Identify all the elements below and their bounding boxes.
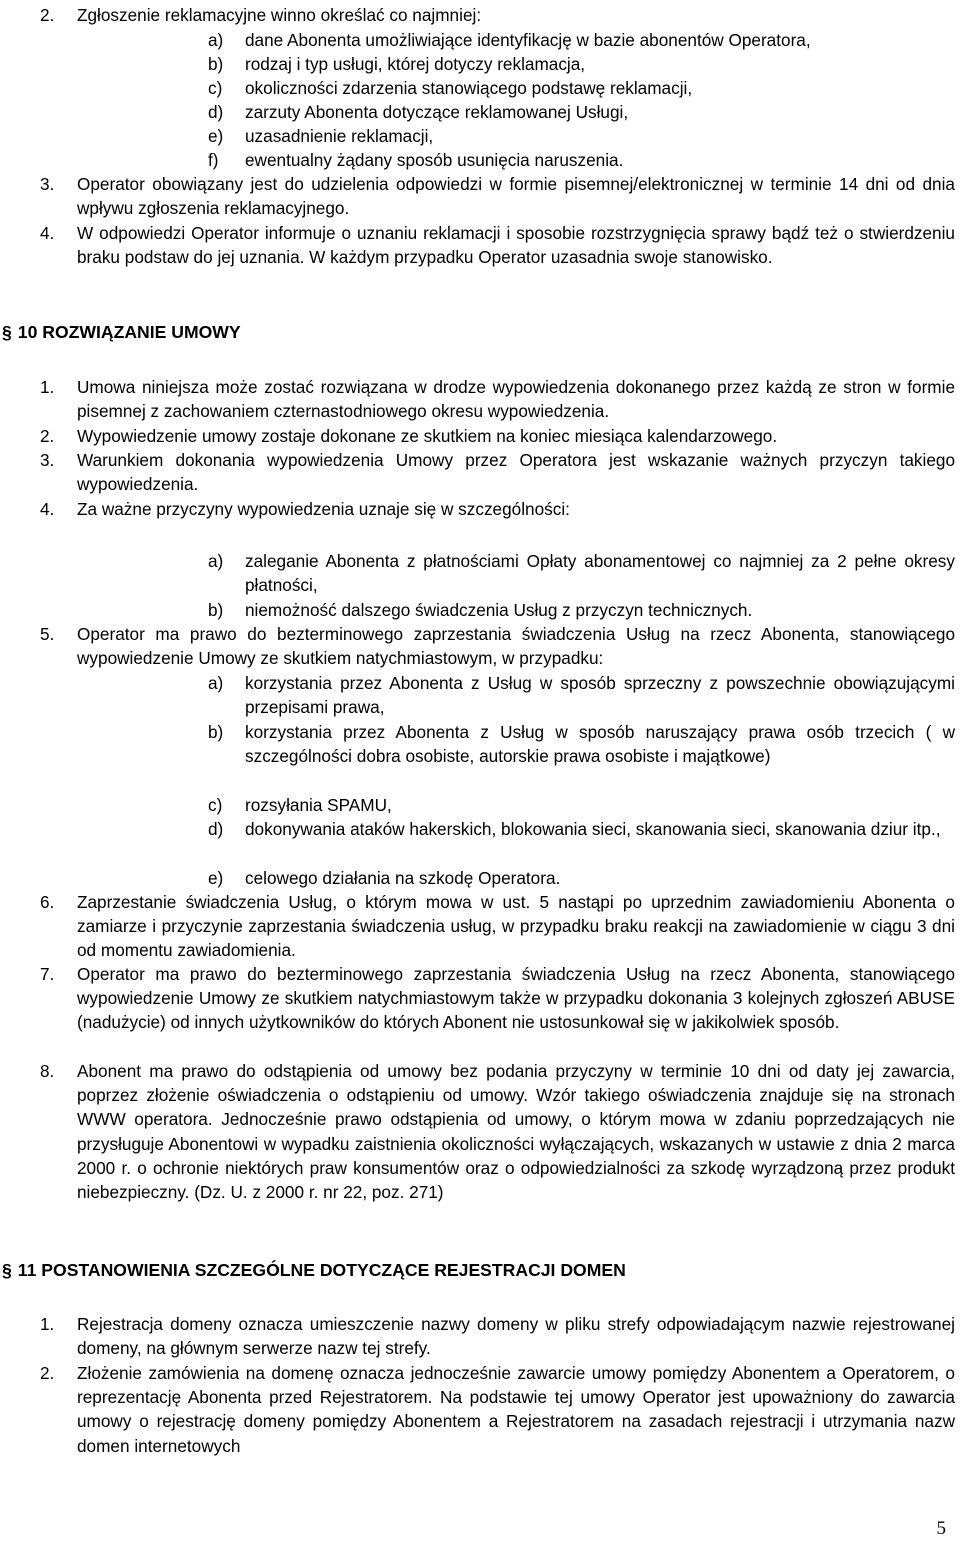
sub-item-letter: a) (208, 30, 224, 50)
sub-item-text: ewentualny żądany sposób usunięcia naruszenia. (245, 150, 624, 170)
sub-item-text: niemożność dalszego świadczenia Usług z przyczyn technicznych. (245, 600, 753, 620)
section-heading (2, 320, 241, 344)
item-number: 3. (40, 450, 55, 470)
sub-item-text: zarzuty Abonenta dotyczące reklamowanej Usługi, (245, 102, 629, 122)
item-text: Operator obowiązany jest do udzielenia odpowiedzi w formie pisemnej/elektronicznej w terminie 14 dni od dnia wpływu zgłoszenia reklamacyjnego. (77, 174, 955, 219)
sub-item-letter: e) (208, 126, 224, 146)
item-number: 2. (40, 426, 55, 446)
sub-item-letter: c) (208, 78, 223, 98)
item-text: Złożenie zamówienia na domenę oznacza jednocześnie zawarcie umowy pomiędzy Abonentem a Operatorem, o reprezentację Abonenta przed Rejestratorem. Na podstawie tej umowy Operator jest upoważniony do zawarcia umowy o rejestrację domeny pomiędzy Abonentem a Rejestratorem na zasadach rejestracji i utrzymania nazw domen internetowych (77, 1363, 955, 1456)
sub-item-text: korzystania przez Abonenta z Usług w sposób naruszający prawa osób trzecich ( w szczególności dobra osobiste, autorskie prawa osobiste i majątkowe) (245, 722, 955, 767)
item-text: Umowa niniejsza może zostać rozwiązana w drodze wypowiedzenia dokonanego przez każdą ze stron w formie pisemnej z zachowaniem czternastodniowego okresu wypowiedzenia. (77, 377, 955, 422)
sub-item-letter: e) (208, 868, 224, 888)
sub-item-letter: a) (208, 551, 224, 571)
sub-item-letter: f) (208, 150, 219, 170)
item-text: Operator ma prawo do bezterminowego zaprzestania świadczenia Usług na rzecz Abonenta, stanowiącego wypowiedzenie Umowy ze skutkiem natychmiastowym także w przypadku dokonania 3 kolejnych zgłoszeń ABUSE (nadużycie) od innych użytkowników do których Abonent nie ustosunkował się w jakikolwiek sposób. (77, 964, 955, 1033)
item-number: 3. (40, 174, 55, 194)
item-text: Wypowiedzenie umowy zostaje dokonane ze skutkiem na koniec miesiąca kalendarzowego. (77, 426, 778, 446)
item-number: 2. (40, 1363, 55, 1383)
sub-item-letter: b) (208, 722, 224, 742)
item-text: Abonent ma prawo do odstąpienia od umowy bez podania przyczyny w terminie 10 dni od daty jej zawarcia, poprzez złożenie oświadczenia o odstąpieniu od umowy. Wzór takiego oświadczenia znajduje się na stronach WWW operatora. Jednocześnie prawo odstąpienia od umowy, o którym mowa w zdaniu poprzedzających nie przysługuje Abonentowi w wypadku zaistnienia okoliczności wyłączających, wskazanych w ustawie z dnia 2 marca 2000 r. o ochronie niektórych praw konsumentów oraz o odpowiedzialności za szkodę wyrządzoną przez produkt niebezpieczny. (Dz. U. z 2000 r. nr 22, poz. 271) (77, 1061, 955, 1203)
sub-item-text: okoliczności zdarzenia stanowiącego podstawę reklamacji, (245, 78, 693, 98)
section-heading (2, 1258, 626, 1282)
sub-item-text: celowego działania na szkodę Operatora. (245, 868, 561, 888)
item-number: 4. (40, 499, 55, 519)
item-number: 2. (40, 5, 55, 25)
sub-item-text: zaleganie Abonenta z płatnościami Opłaty abonamentowej co najmniej za 2 pełne okresy płatności, (245, 551, 955, 596)
item-number: 6. (40, 892, 55, 912)
sub-item-text: rozsyłania SPAMU, (245, 795, 392, 815)
sub-item-text: rodzaj i typ usługi, której dotyczy reklamacja, (245, 54, 586, 74)
paragraph-sign: § (2, 322, 12, 342)
section-title: 10 ROZWIĄZANIE UMOWY (17, 322, 241, 342)
item-text: Zaprzestanie świadczenia Usług, o którym mowa w ust. 5 nastąpi po uprzednim zawiadomieniu Abonenta o zamiarze i przyczynie zaprzestania świadczenia usług, w przypadku braku reakcji na zawiadomienie w ciągu 3 dni od momentu zawiadomienia. (77, 892, 955, 961)
sub-item-letter: a) (208, 673, 224, 693)
section-title: 11 POSTANOWIENIA SZCZEGÓLNE DOTYCZĄCE REJESTRACJI DOMEN (17, 1260, 626, 1280)
sub-item-letter: b) (208, 600, 224, 620)
sub-item-letter: d) (208, 102, 224, 122)
sub-item-text: uzasadnienie reklamacji, (245, 126, 434, 146)
sub-item-text: korzystania przez Abonenta z Usług w sposób sprzeczny z powszechnie obowiązującymi przepisami prawa, (245, 673, 955, 718)
item-number: 7. (40, 964, 55, 984)
item-text: W odpowiedzi Operator informuje o uznaniu reklamacji i sposobie rozstrzygnięcia sprawy bądź też o stwierdzeniu braku podstaw do jej uznania. W każdym przypadku Operator uzasadnia swoje stanowisko. (77, 223, 955, 268)
item-text: Warunkiem dokonania wypowiedzenia Umowy przez Operatora jest wskazanie ważnych przyczyn takiego wypowiedzenia. (77, 450, 955, 495)
item-number: 5. (40, 624, 55, 644)
item-text: Operator ma prawo do bezterminowego zaprzestania świadczenia Usług na rzecz Abonenta, stanowiącego wypowiedzenie Umowy ze skutkiem natychmiastowym, w przypadku: (77, 624, 955, 669)
sub-item-text: dokonywania ataków hakerskich, blokowania sieci, skanowania sieci, skanowania dziur itp., (245, 819, 941, 839)
sub-item-letter: c) (208, 795, 223, 815)
item-text: Za ważne przyczyny wypowiedzenia uznaje się w szczególności: (77, 499, 570, 519)
sub-item-text: dane Abonenta umożliwiające identyfikację w bazie abonentów Operatora, (245, 30, 811, 50)
item-number: 1. (40, 377, 55, 397)
item-number: 1. (40, 1314, 55, 1334)
paragraph-sign: § (2, 1260, 12, 1280)
item-number: 8. (40, 1061, 55, 1081)
page-number: 5 (936, 1518, 946, 1539)
item-text: Rejestracja domeny oznacza umieszczenie nazwy domeny w pliku strefy odpowiadającym nazwie rejestrowanej domeny, na głównym serwerze nazw tej strefy. (77, 1314, 955, 1359)
sub-item-letter: b) (208, 54, 224, 74)
item-text: Zgłoszenie reklamacyjne winno określać co najmniej: (77, 5, 482, 25)
sub-item-letter: d) (208, 819, 224, 839)
item-number: 4. (40, 223, 55, 243)
